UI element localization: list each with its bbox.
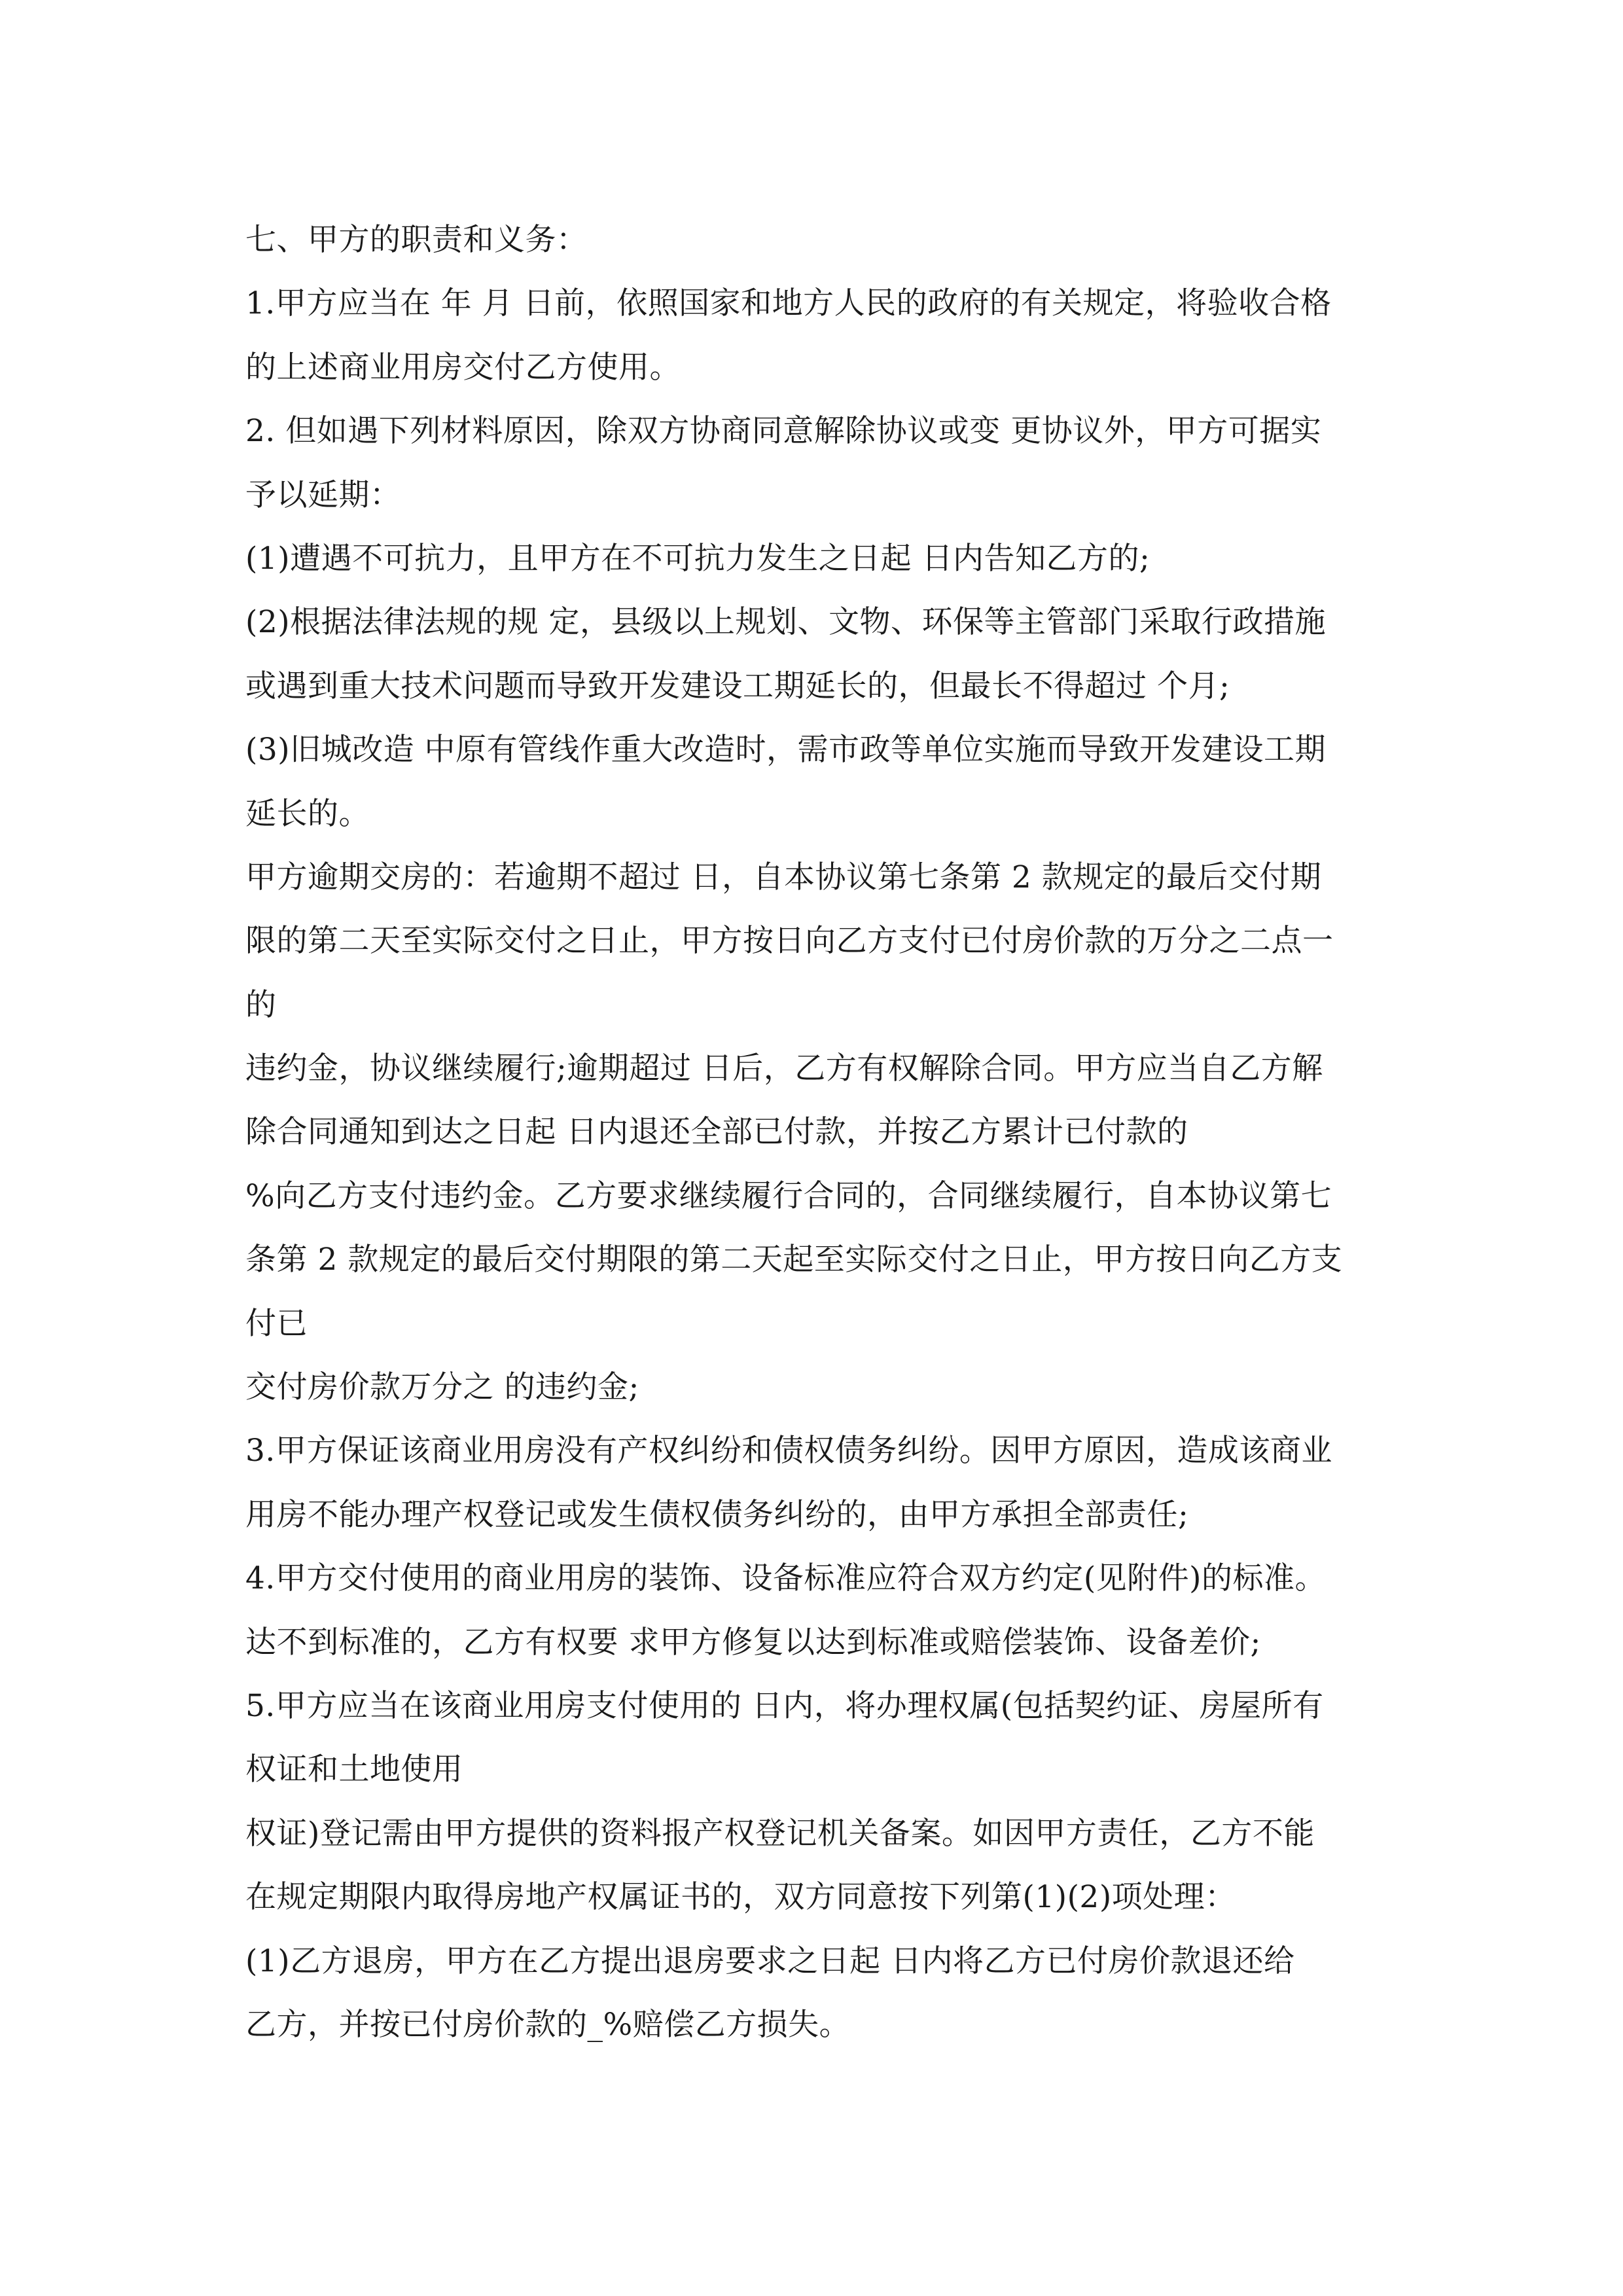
text-line: 交付房价款万分之 的违约金; <box>245 1369 639 1406</box>
text-line: (2)根据法律法规的规 定，县级以上规划、文物、环保等主管部门采取行政措施 <box>245 604 1327 641</box>
text-line: 的上述商业用房交付乙方使用。 <box>245 349 681 386</box>
text-line: 除合同通知到达之日起 日内退还全部已付款，并按乙方累计已付款的 <box>245 1114 1188 1151</box>
text-line: 乙方，并按已付房价款的_%赔偿乙方损失。 <box>245 2006 851 2043</box>
text-line: 用房不能办理产权登记或发生债权债务纠纷的，由甲方承担全部责任; <box>245 1496 1189 1533</box>
text-line: (1)遭遇不可抗力，且甲方在不可抗力发生之日起 日内告知乙方的; <box>245 540 1150 577</box>
text-line: 限的第二天至实际交付之日止，甲方按日向乙方支付已付房价款的万分之二点一 <box>245 923 1334 960</box>
text-line: 或遇到重大技术问题而导致开发建设工期延长的，但最长不得超过 个月; <box>245 668 1230 704</box>
text-line: 5.甲方应当在该商业用房支付使用的 日内，将办理权属(包括契约证、房屋所有 <box>245 1687 1324 1724</box>
text-line: 在规定期限内取得房地产权属证书的，双方同意按下列第(1)(2)项处理： <box>245 1879 1236 1916</box>
text-line: 予以延期： <box>245 476 401 513</box>
text-line: 权证)登记需由甲方提供的资料报产权登记机关备案。如因甲方责任，乙方不能 <box>245 1815 1315 1852</box>
text-line: 3.甲方保证该商业用房没有产权纠纷和债权债务纠纷。因甲方原因，造成该商业 <box>245 1433 1332 1469</box>
text-line: (1)乙方退房，甲方在乙方提出退房要求之日起 日内将乙方已付房价款退还给 <box>245 1943 1295 1979</box>
text-line: 付已 <box>245 1305 308 1342</box>
text-line: 延长的。 <box>245 795 370 832</box>
section-heading: 七、甲方的职责和义务： <box>245 222 588 258</box>
text-line: 4.甲方交付使用的商业用房的装饰、设备标准应符合双方约定(见附件)的标准。 <box>245 1560 1327 1597</box>
document-body <box>245 208 1423 2056</box>
text-line: 的 <box>245 986 277 1023</box>
text-line: %向乙方支付违约金。乙方要求继续履行合同的，合同继续履行，自本协议第七 <box>245 1177 1332 1214</box>
text-line: 1.甲方应当在 年 月 日前，依照国家和地方人民的政府的有关规定，将验收合格 <box>245 285 1332 322</box>
text-line: 违约金，协议继续履行;逾期超过 日后，乙方有权解除合同。甲方应当自乙方解 <box>245 1050 1323 1087</box>
text-line: 达不到标准的，乙方有权要 求甲方修复以达到标准或赔偿装饰、设备差价; <box>245 1624 1261 1660</box>
text-line: 2. 但如遇下列材料原因，除双方协商同意解除协议或变 更协议外，甲方可据实 <box>245 413 1322 450</box>
text-line: 权证和土地使用 <box>245 1751 463 1788</box>
text-line: 条第 2 款规定的最后交付期限的第二天起至实际交付之日止，甲方按日向乙方支 <box>245 1242 1343 1278</box>
text-line: 甲方逾期交房的：若逾期不超过 日，自本协议第七条第 2 款规定的最后交付期 <box>245 859 1322 895</box>
text-line: (3)旧城改造 中原有管线作重大改造时，需市政等单位实施而导致开发建设工期 <box>245 732 1327 768</box>
